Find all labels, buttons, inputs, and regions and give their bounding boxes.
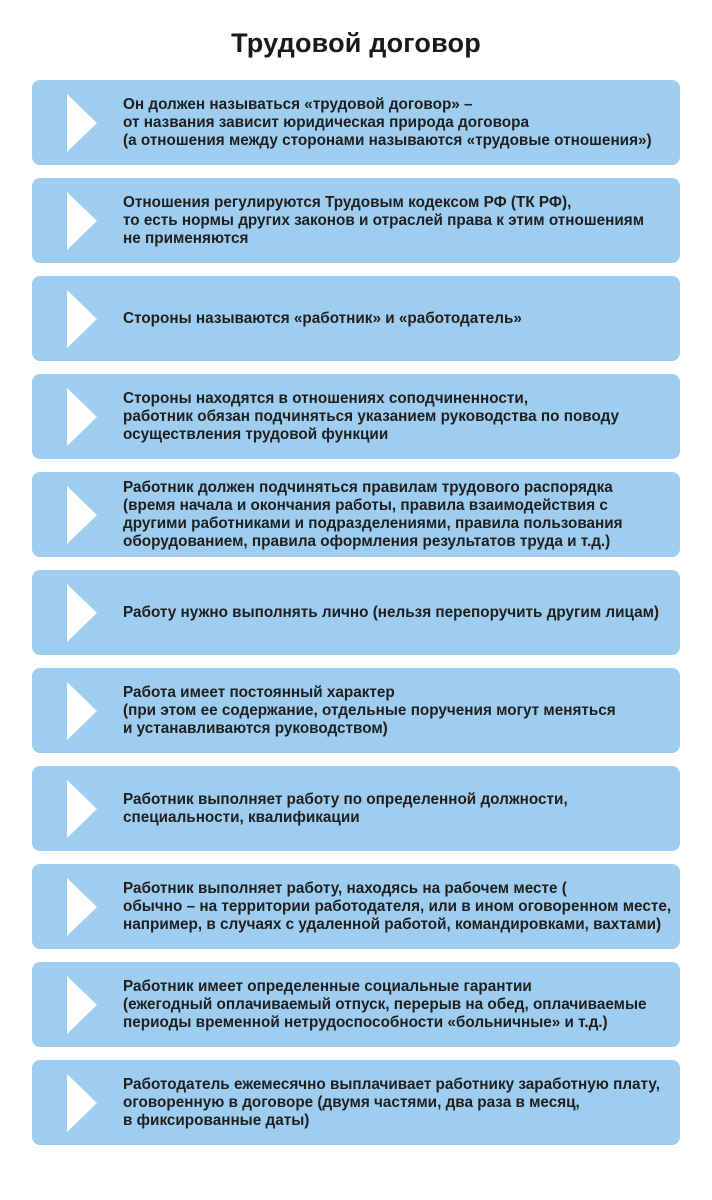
feature-text-line: специальности, квалификации xyxy=(123,808,360,826)
feature-text xyxy=(123,390,670,444)
feature-text-line: Отношения регулируются Трудовым кодексом РФ (ТК РФ), xyxy=(123,193,572,211)
play-arrow-icon xyxy=(67,1074,97,1132)
feature-text xyxy=(123,684,670,738)
feature-card xyxy=(32,80,680,165)
feature-text-line: Работник выполняет работу, находясь на рабочем месте ( xyxy=(123,879,567,897)
feature-card xyxy=(32,864,680,949)
feature-text-line: то есть нормы других законов и отраслей права к этим отношениям xyxy=(123,211,645,229)
feature-text-line: другими работниками и подразделениями, правила пользования xyxy=(123,514,623,532)
feature-text-line: (время начала и окончания работы, правила взаимодействия с xyxy=(123,496,608,514)
feature-text-line: в фиксированные даты) xyxy=(123,1111,310,1129)
feature-text-line: осуществления трудовой функции xyxy=(123,425,389,443)
feature-text xyxy=(123,479,670,551)
feature-text-line: (ежегодный оплачиваемый отпуск, перерыв на обед, оплачиваемые xyxy=(123,995,647,1013)
feature-text-line: Работа имеет постоянный характер xyxy=(123,683,395,701)
feature-text-line: оговоренную в договоре (двумя частями, два раза в месяц, xyxy=(123,1093,580,1111)
play-arrow-icon xyxy=(67,192,97,250)
feature-card xyxy=(32,276,680,361)
feature-card xyxy=(32,178,680,263)
play-arrow-icon xyxy=(67,976,97,1034)
feature-card xyxy=(32,472,680,557)
feature-text-line: например, в случаях с удаленной работой, командировками, вахтами) xyxy=(123,915,662,933)
feature-text xyxy=(123,978,670,1032)
feature-text-line: оборудованием, правила оформления результатов труда и т.д.) xyxy=(123,532,611,550)
play-arrow-icon xyxy=(67,388,97,446)
feature-text-line: от названия зависит юридическая природа договора xyxy=(123,113,530,131)
feature-text-line: Он должен называться «трудовой договор» – xyxy=(123,95,473,113)
feature-card xyxy=(32,962,680,1047)
contract-features-list xyxy=(32,80,680,1158)
feature-text-line: обычно – на территории работодателя, или в ином оговоренном месте, xyxy=(123,897,672,915)
feature-text-line: Работу нужно выполнять лично (нельзя перепоручить другим лицам) xyxy=(123,603,660,621)
feature-card xyxy=(32,374,680,459)
feature-card xyxy=(32,668,680,753)
feature-text-line: Стороны называются «работник» и «работодатель» xyxy=(123,309,522,327)
feature-text-line: Стороны находятся в отношениях соподчиненности, xyxy=(123,389,529,407)
play-arrow-icon xyxy=(67,682,97,740)
feature-text-line: периоды временной нетрудоспособности «больничные» и т.д.) xyxy=(123,1013,608,1031)
play-arrow-icon xyxy=(67,290,97,348)
page-title: Трудовой договор xyxy=(231,28,481,58)
feature-text xyxy=(123,96,670,150)
feature-text xyxy=(123,880,670,934)
play-arrow-icon xyxy=(67,780,97,838)
feature-text-line: Работник выполняет работу по определенной должности, xyxy=(123,790,568,808)
feature-text xyxy=(123,604,670,622)
feature-text-line: Работник имеет определенные социальные гарантии xyxy=(123,977,532,995)
play-arrow-icon xyxy=(67,486,97,544)
feature-text-line: (а отношения между сторонами называются «трудовые отношения») xyxy=(123,131,652,149)
feature-text xyxy=(123,310,670,328)
feature-text-line: Работник должен подчиняться правилам трудового распорядка xyxy=(123,478,613,496)
play-arrow-icon xyxy=(67,584,97,642)
feature-card xyxy=(32,1060,680,1145)
play-arrow-icon xyxy=(67,94,97,152)
feature-text-line: не применяются xyxy=(123,229,249,247)
feature-text-line: работник обязан подчиняться указанием руководства по поводу xyxy=(123,407,620,425)
feature-card xyxy=(32,766,680,851)
feature-text xyxy=(123,1076,670,1130)
feature-text-line: и устанавливаются руководством) xyxy=(123,719,388,737)
feature-card xyxy=(32,570,680,655)
play-arrow-icon xyxy=(67,878,97,936)
feature-text-line: (при этом ее содержание, отдельные поручения могут меняться xyxy=(123,701,616,719)
feature-text xyxy=(123,791,670,827)
feature-text-line: Работодатель ежемесячно выплачивает работнику заработную плату, xyxy=(123,1075,661,1093)
feature-text xyxy=(123,194,670,248)
